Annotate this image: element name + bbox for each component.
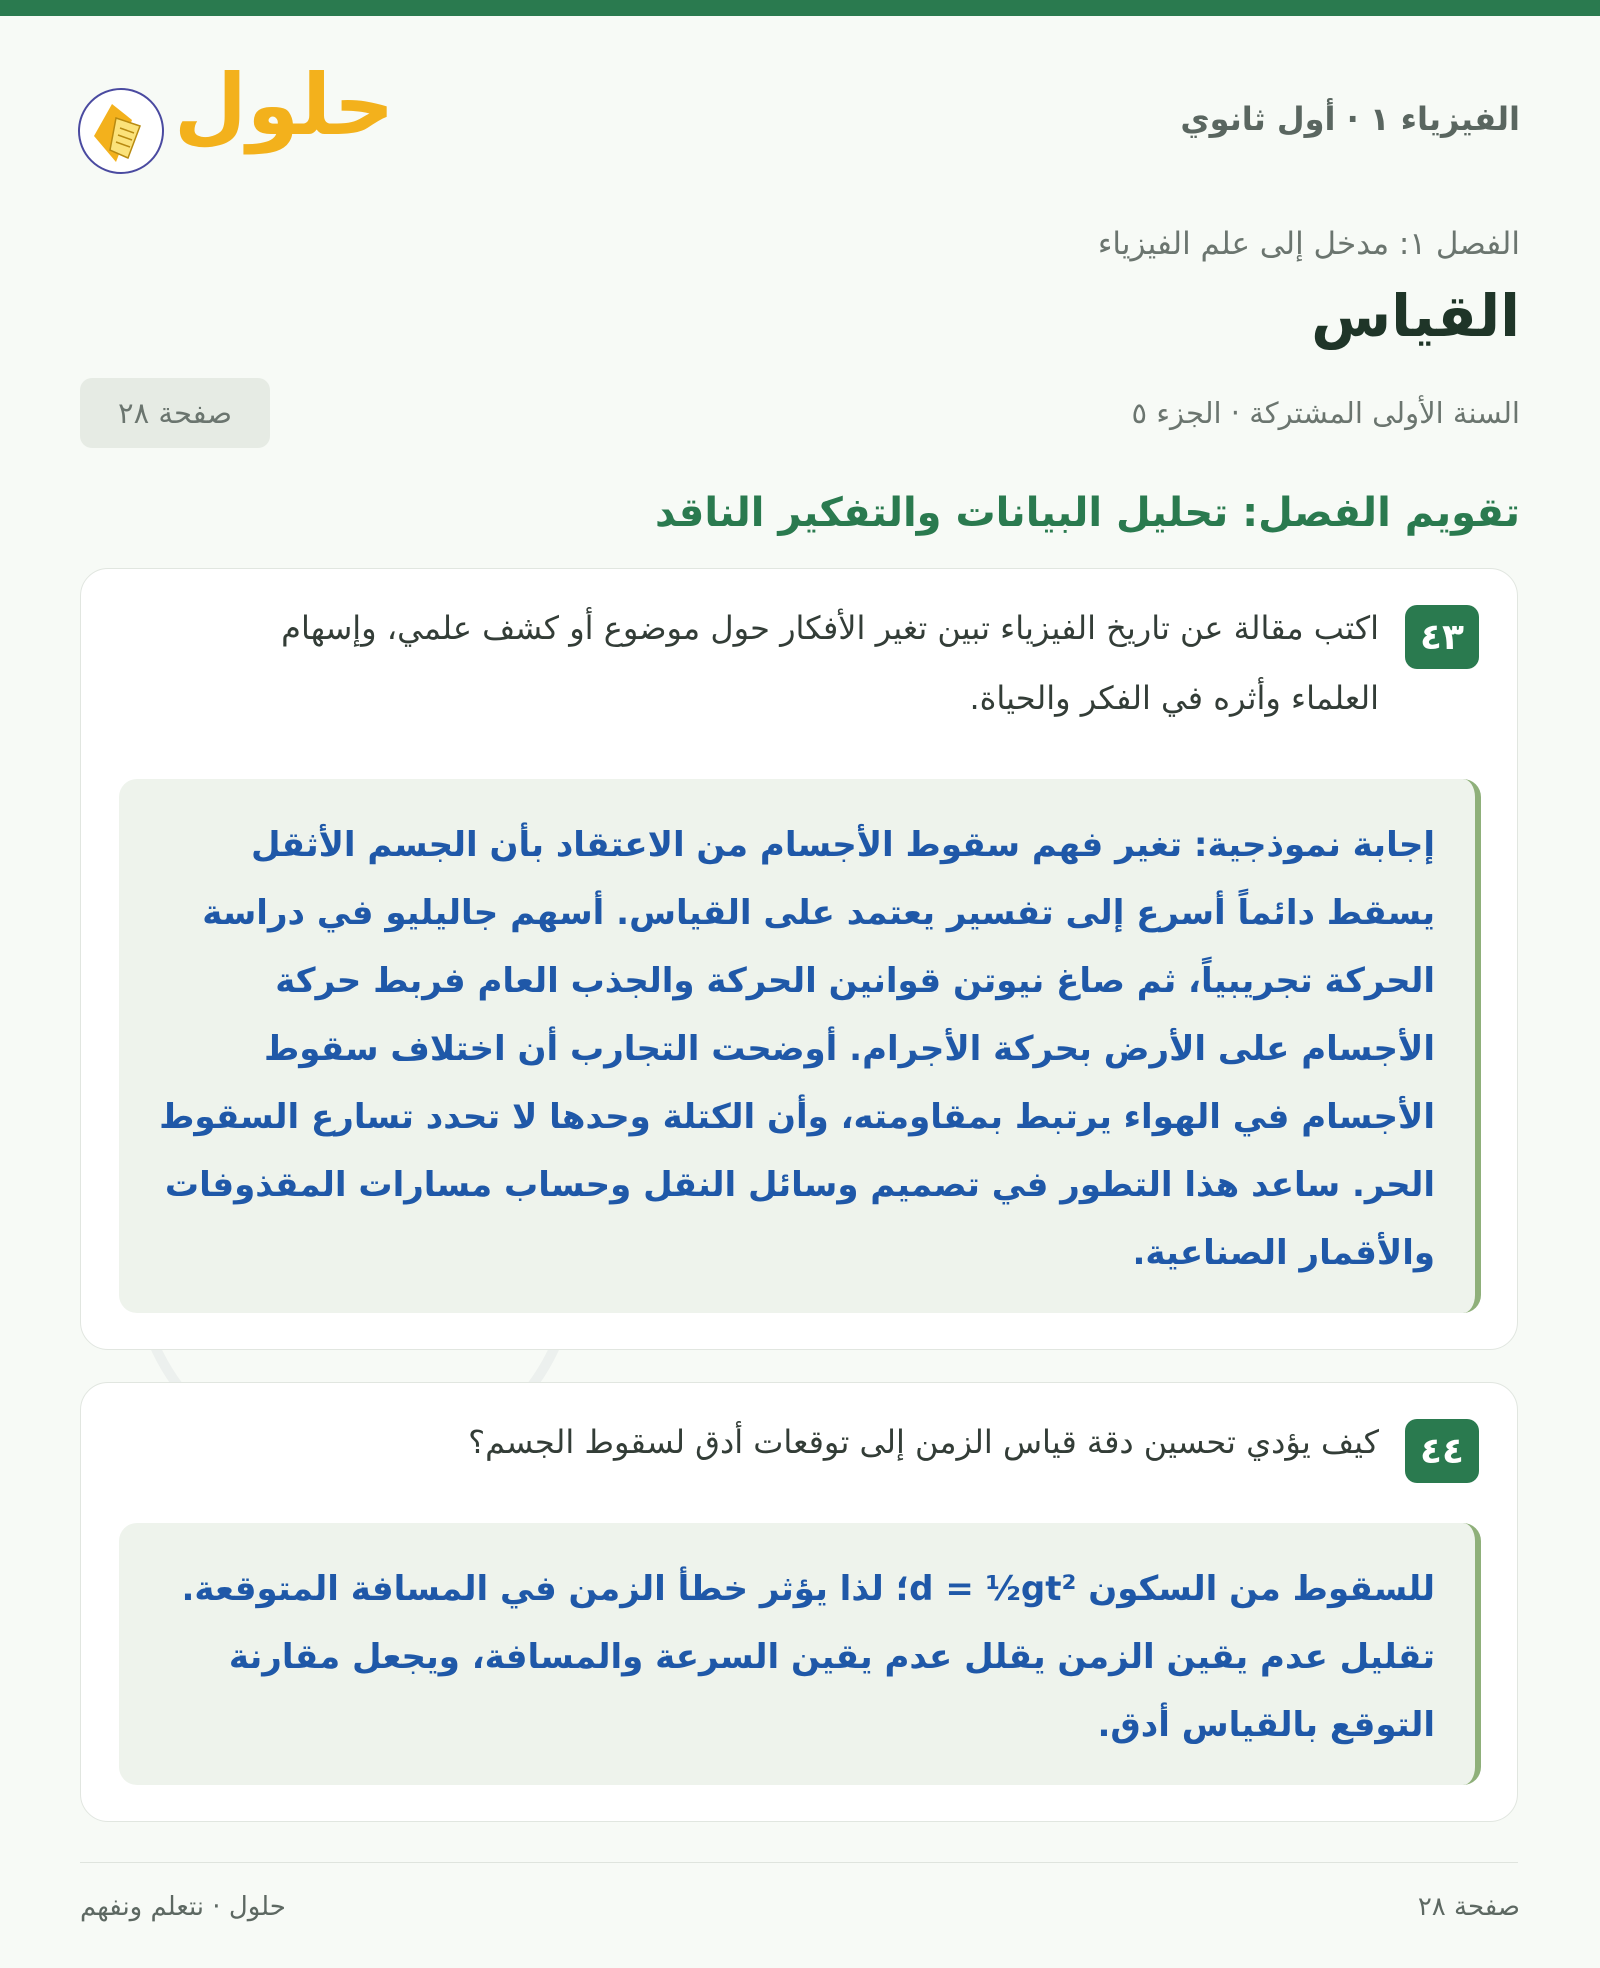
question-number-badge: ٤٣ xyxy=(1405,605,1479,669)
footer-divider xyxy=(80,1862,1518,1863)
book-title: الفيزياء ١ · أول ثانوي xyxy=(1180,100,1520,138)
question-card xyxy=(80,1382,1518,1822)
question-card xyxy=(80,568,1518,1350)
section-title: تقويم الفصل: تحليل البيانات والتفكير الناقد xyxy=(655,490,1520,536)
question-text: اكتب مقالة عن تاريخ الفيزياء تبين تغير الأفكار حول موضوع أو كشف علمي، وإسهام العلماء وأثره في الفكر والحياة. xyxy=(281,609,1379,717)
lesson-meta: السنة الأولى المشتركة · الجزء ٥ xyxy=(1131,396,1520,430)
question-text: كيف يؤدي تحسين دقة قياس الزمن إلى توقعات أدق لسقوط الجسم؟ xyxy=(468,1423,1379,1461)
hulul-logo[interactable] xyxy=(78,56,395,172)
logo-wordmark: حلول xyxy=(174,56,395,154)
footer-brand: حلول · نتعلم ونفهم xyxy=(80,1892,286,1922)
footer-page-number: صفحة ٢٨ xyxy=(1417,1892,1520,1922)
chapter-label: الفصل ١: مدخل إلى علم الفيزياء xyxy=(1097,226,1520,262)
top-accent-bar xyxy=(0,0,1600,16)
lesson-title: القياس xyxy=(1311,282,1520,350)
answer-box: إجابة نموذجية: تغير فهم سقوط الأجسام من الاعتقاد بأن الجسم الأثقل يسقط دائماً أسرع إلى تفسير يعتمد على القياس. أسهم جاليليو في دراسة الحركة تجريبياً، ثم صاغ نيوتن قوانين الحركة والجذب العام فربط حركة الأجسام على الأرض بحركة الأجرام. أوضحت التجارب أن اختلاف سقوط الأجسام في الهواء يرتبط بمقاومته، وأن الكتلة وحدها لا تحدد تسارع السقوط الحر. ساعد هذا التطور في تصميم وسائل النقل وحساب مسارات المقذوفات والأقمار الصناعية. xyxy=(119,779,1481,1313)
answer-box: للسقوط من السكون d = ½gt²؛ لذا يؤثر خطأ الزمن في المسافة المتوقعة. تقليل عدم يقين الزمن يقلل عدم يقين السرعة والمسافة، ويجعل مقارنة التوقع بالقياس أدق. xyxy=(119,1523,1481,1785)
page-number-badge: صفحة ٢٨ xyxy=(80,378,270,448)
question-number-badge: ٤٤ xyxy=(1405,1419,1479,1483)
logo-book-icon xyxy=(78,88,164,174)
